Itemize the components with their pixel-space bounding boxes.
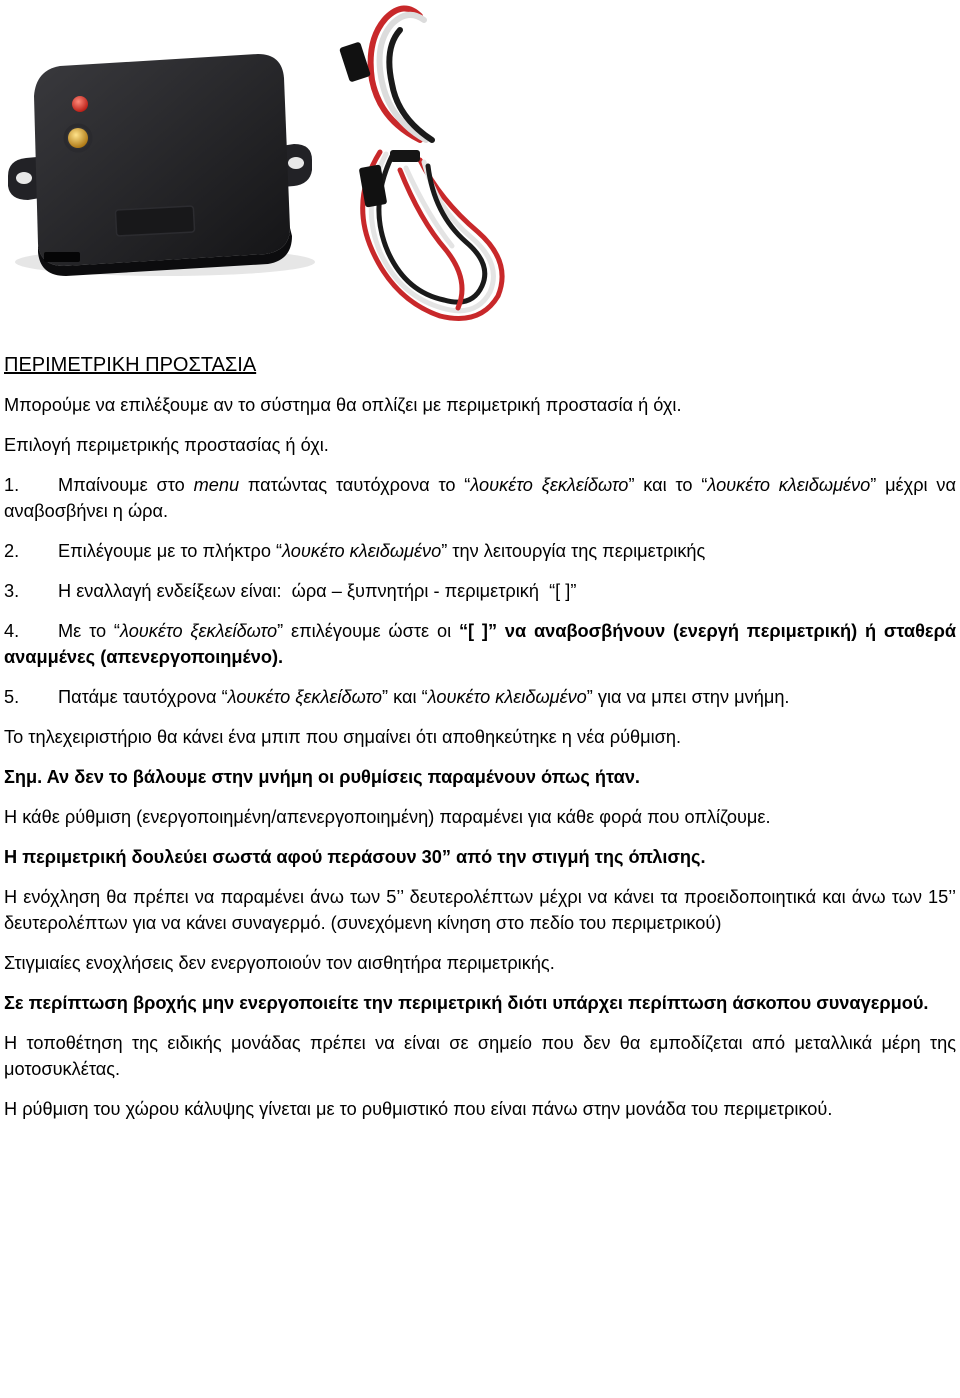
step-number: 5.: [4, 687, 20, 707]
placement-paragraph: Η τοποθέτηση της ειδικής μονάδας πρέπει να είναι σε σημείο που δεν θα εμποδίζεται από μεταλλικά μέρη της μοτοσυκλέτας.: [4, 1033, 956, 1079]
instant-paragraph: Στιγμιαίες ενοχλήσεις δεν ενεργοποιούν τον αισθητήρα περιμετρικής.: [4, 953, 555, 973]
locked-padlock-term: λουκέτο κλειδωμένο: [427, 687, 587, 707]
wire-harness: [339, 8, 502, 318]
disturbance-paragraph: Η ενόχληση θα πρέπει να παραμένει άνω των 5’’ δευτερολέπτων μέχρι να κάνει τα προειδοποιητικά και άνω των 15’’ δευτερολέπτων για να κάνει συναγερμό. (συνεχόμενη κίνηση στο πεδίο του περιμετρικού): [4, 887, 956, 933]
step-3: 3. Η εναλλαγή ενδείξεων είναι: ώρα – ξυπνητήρι - περιμετρική “[ ]”: [4, 578, 956, 604]
unlocked-padlock-term: λουκέτο ξεκλείδωτο: [120, 621, 278, 641]
setting-paragraph: Η κάθε ρύθμιση (ενεργοποιημένη/απενεργοποιημένη) παραμένει για κάθε φορά που οπλίζουμε.: [4, 807, 771, 827]
subheading: Επιλογή περιμετρικής προστασίας ή όχι.: [4, 435, 329, 455]
locked-padlock-term: λουκέτο κλειδωμένο: [707, 475, 871, 495]
bracket-blink-note: “[ ]” να αναβοσβήνουν (ενεργή περιμετρική) ή σταθερά αναμμένες (απενεργοποιημένο).: [4, 621, 956, 667]
range-paragraph: Η ρύθμιση του χώρου κάλυψης γίνεται με το ρυθμιστικό που είναι πάνω στην μονάδα του περιμετρικού.: [4, 1099, 833, 1119]
step-4: 4. Με το “λουκέτο ξεκλείδωτο” επιλέγουμε ώστε οι “[ ]” να αναβοσβήνουν (ενεργή περιμετρική) ή σταθερά αναμμένες (απενεργοποιημένο).: [4, 618, 956, 670]
unlocked-padlock-term: λουκέτο ξεκλείδωτο: [227, 687, 382, 707]
step-number: 3.: [4, 581, 20, 601]
document-body: [4, 352, 956, 1136]
step-number: 2.: [4, 541, 20, 561]
beep-paragraph: Το τηλεχειριστήριο θα κάνει ένα μπιπ που σημαίνει ότι αποθηκεύτηκε η νέα ρύθμιση.: [4, 727, 682, 747]
step-1: 1. Μπαίνουμε στο menu πατώντας ταυτόχρονα το “λουκέτο ξεκλείδωτο” και το “λουκέτο κλειδωμένο” μέχρι να αναβοσβήνει η ώρα.: [4, 472, 956, 524]
step-2: 2. Επιλέγουμε με το πλήκτρο “λουκέτο κλειδωμένο” την λειτουργία της περιμετρικής: [4, 538, 956, 564]
unlocked-padlock-term: λουκέτο ξεκλείδωτο: [470, 475, 629, 495]
product-photo: [0, 0, 960, 340]
section-heading: ΠΕΡΙΜΕΤΡΙΚΗ ΠΡΟΣΤΑΣΙΑ: [4, 354, 257, 376]
led-red-icon: [72, 96, 88, 112]
note-paragraph: Σημ. Αν δεν το βάλουμε στην μνήμη οι ρυθμίσεις παραμένουν όπως ήταν.: [4, 767, 640, 787]
sensor-box: [34, 54, 292, 276]
arming-delay-paragraph: Η περιμετρική δουλεύει σωστά αφού περάσουν 30” από την στιγμή της όπλισης.: [4, 847, 706, 867]
menu-term: menu: [193, 475, 240, 495]
step-5: 5. Πατάμε ταυτόχρονα “λουκέτο ξεκλείδωτο” και “λουκέτο κλειδωμένο” για να μπει στην μνήμη.: [4, 684, 956, 710]
rain-warning-paragraph: Σε περίπτωση βροχής μην ενεργοποιείτε την περιμετρική διότι υπάρχει περίπτωση άσκοπου συναγερμού.: [4, 993, 929, 1013]
step-number: 1.: [4, 475, 20, 495]
intro-paragraph: Μπορούμε να επιλέξουμε αν το σύστημα θα οπλίζει με περιμετρική προστασία ή όχι.: [4, 395, 682, 415]
step-number: 4.: [4, 621, 20, 641]
led-amber-icon: [68, 128, 88, 148]
locked-padlock-term: λουκέτο κλειδωμένο: [282, 541, 442, 561]
